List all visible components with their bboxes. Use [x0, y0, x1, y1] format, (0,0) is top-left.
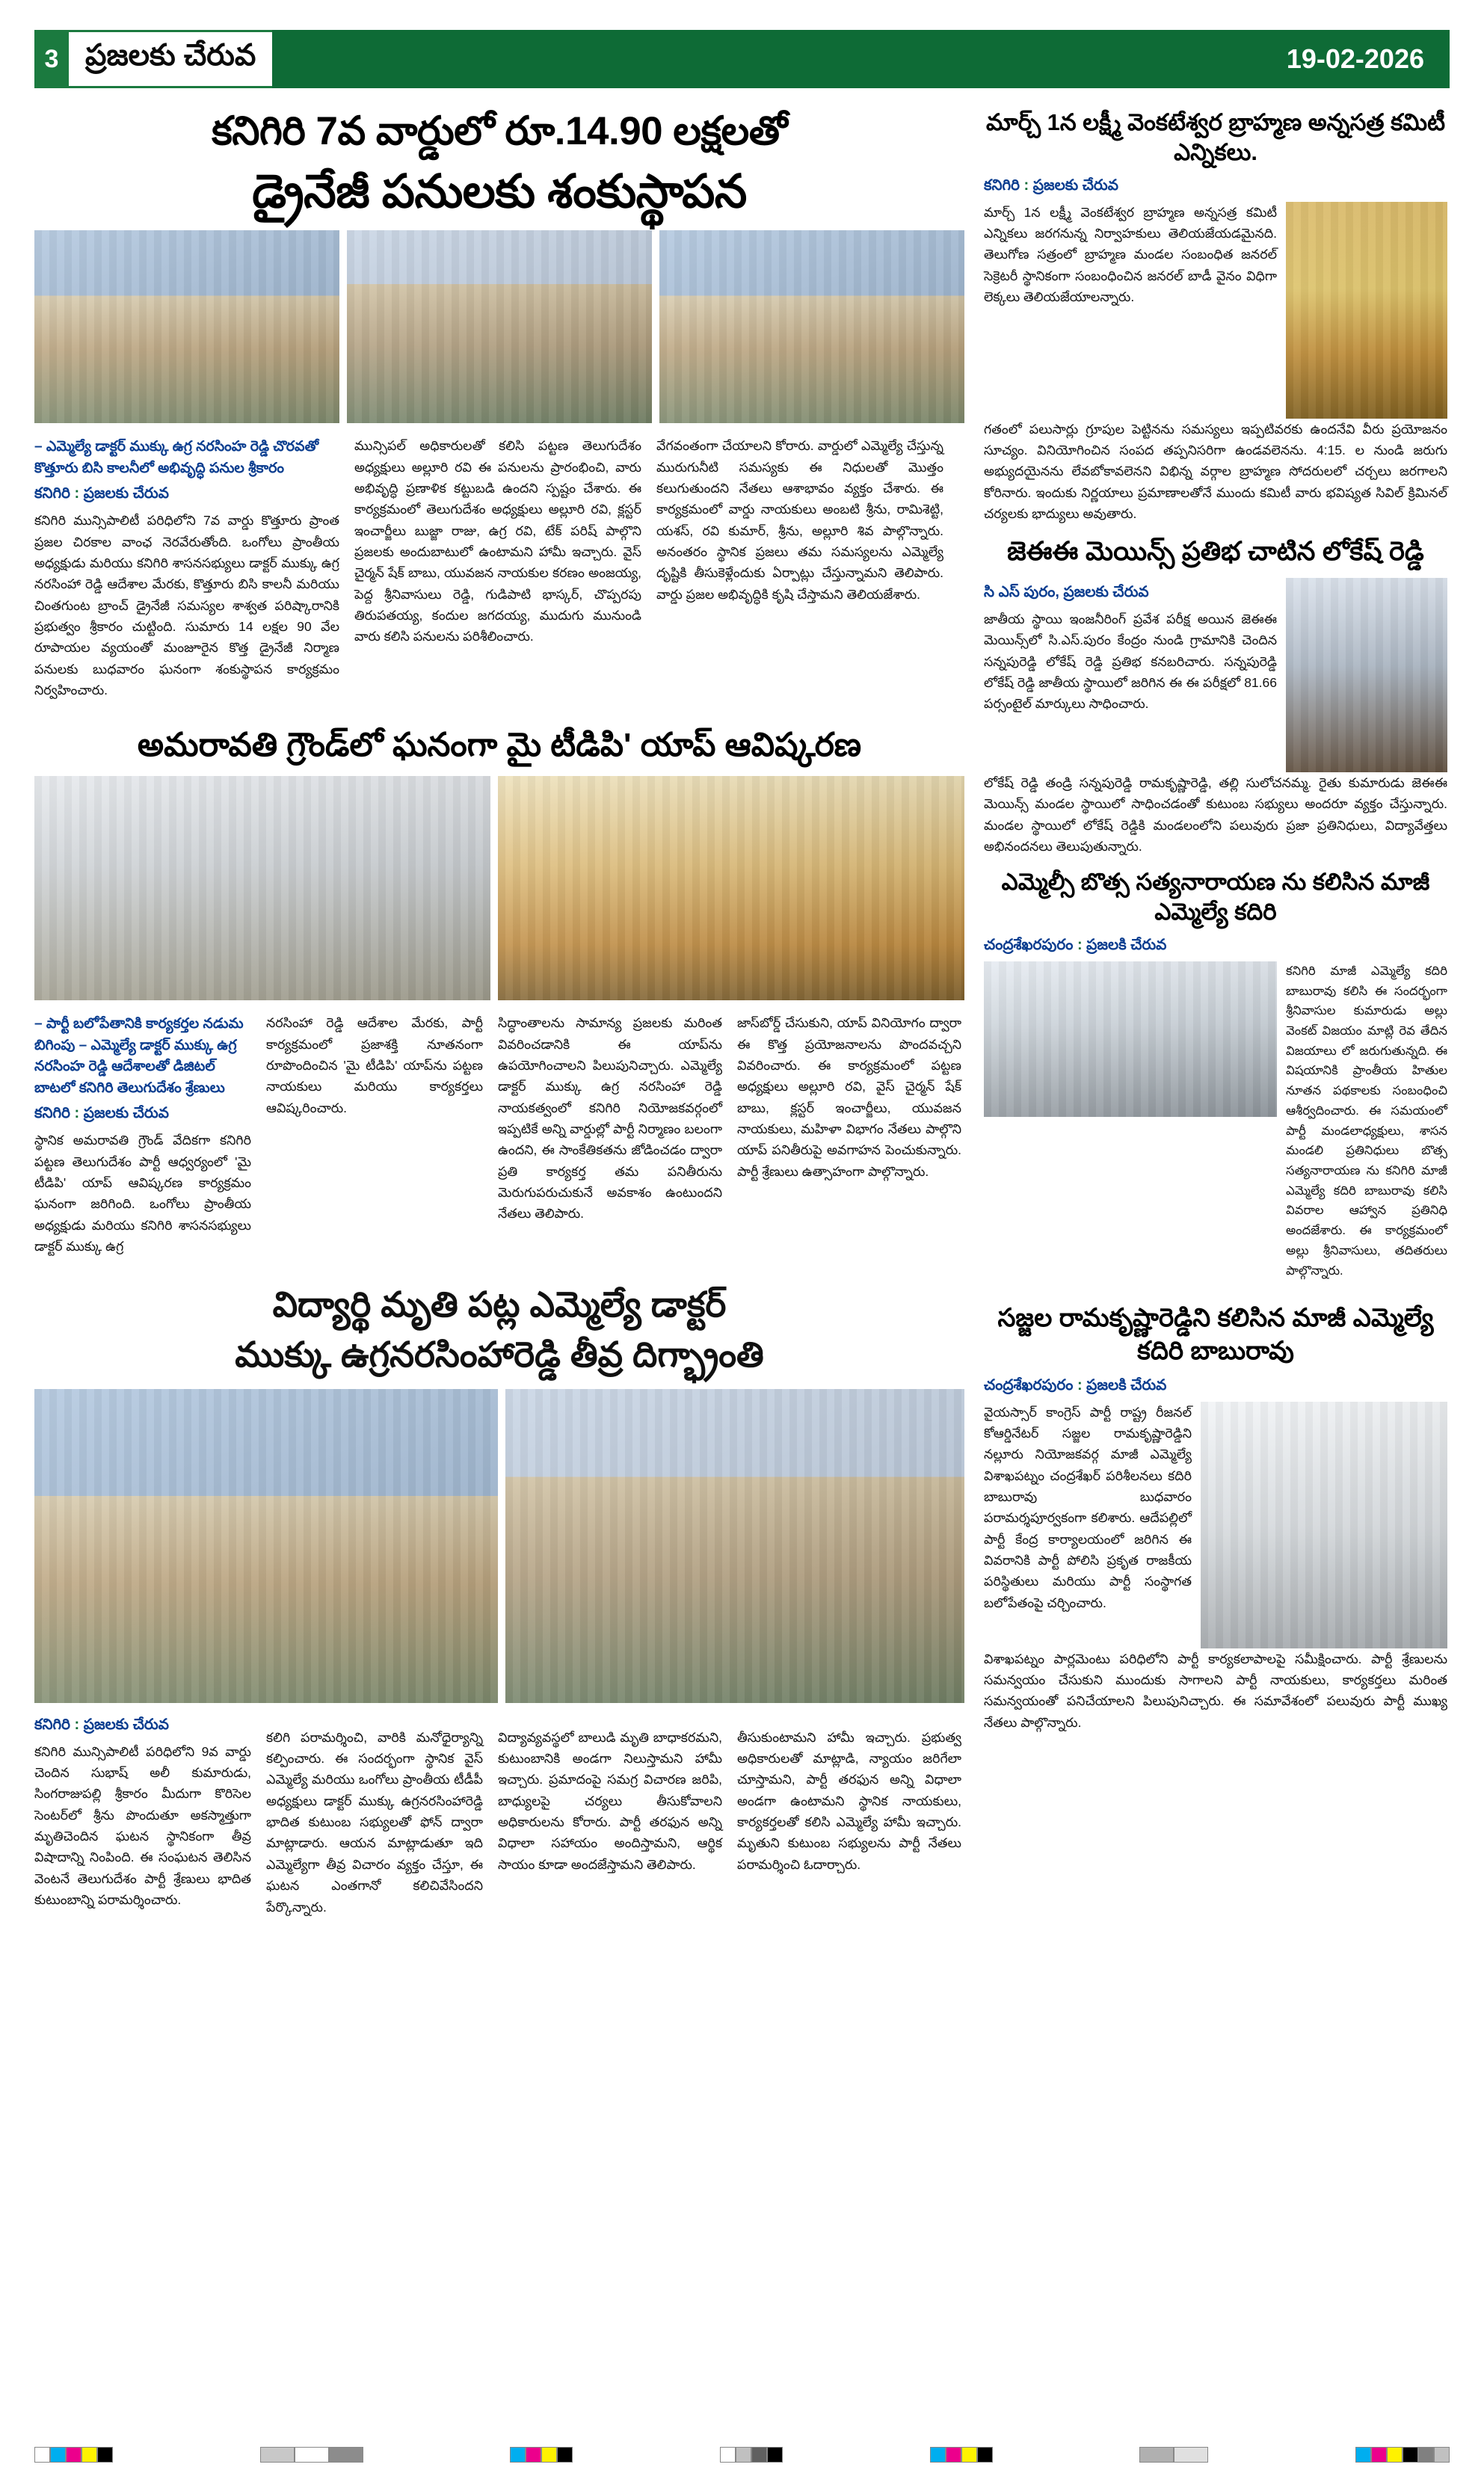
photo-amaravati-1 — [34, 776, 490, 1000]
annasatram-dateline-place: కనిగిరి — [984, 176, 1020, 194]
article-jee — [984, 535, 1447, 857]
mlc-botsa-headline: ఎమ్మెల్సీ బొత్స సత్యనారాయణ ను కలిసిన మాజీ ఎమ్మెల్యే కదిరి — [1001, 869, 1430, 926]
photo-temple-decoration — [1286, 202, 1447, 419]
lead-caption: – ఎమ్మెల్యే డాక్టర్ ముక్కు ఉగ్ర నరసింహ రెడ్డి చొరవతో కొత్తూరు బిసి కాలనీలో అభివృద్ధి పనుల శ్రీకారం — [34, 439, 319, 476]
amaravati-body-2: నరసింహా రెడ్డి ఆదేశాల మేరకు, పార్టీ కార్యక్రమంలో ప్రజాశక్తి నూతనంగా రూపొందించిన 'మై టీడిపి' యాప్‌ను పట్టణ నాయకులు మరియు కార్యకర్తలు ఆవిష్కరించారు. — [266, 1015, 483, 1115]
amaravati-photo-row — [34, 776, 964, 1000]
lead-dateline-place: కనిగిరి — [34, 485, 70, 502]
student-dateline-place: కనిగిరి — [34, 1716, 70, 1733]
annasatram-dateline-paper: ప్రజలకు చేరువ — [1032, 176, 1118, 194]
jee-dateline: సి ఎస్ పురం, ప్రజలకు చేరువ — [984, 583, 1149, 600]
amaravati-dateline-place: కనిగిరి — [34, 1105, 70, 1122]
jee-headline: జెఈఈ మెయిన్స్ ప్రతిభ చాటిన లోకేష్ రెడ్డి — [1007, 537, 1424, 567]
lead-dateline-paper: ప్రజలకు చేరువ — [83, 485, 169, 502]
amaravati-body-3: సిద్ధాంతాలను సామాన్య ప్రజలకు మరింత వివరించడానికి ఈ యాప్‌ను ఉపయోగించాలని పిలుపునిచ్చారు. ఎమ్మెల్యే డాక్టర్ ముక్కు ఉగ్ర నరసింహా రెడ్డి నాయకత్వంలో కనిగిరి నియోజకవర్గంలో ఇప్పటికే అన్ని వార్డుల్లో పార్టీ నిర్మాణం బలంగా ఉందని, ఈ సాంకేతికతను జోడించడం ద్వారా ప్రతి కార్యకర్త తమ పనితీరును మెరుగుపరుచుకునే అవకాశం ఉంటుందని నేతలు తెలిపారు. — [498, 1015, 722, 1222]
amaravati-headline: అమరావతి గ్రౌండ్‌లో ఘనంగా మై టీడిపి' యాప్ ఆవిష్కరణ — [137, 727, 862, 764]
mlc-botsa-body-1: కనిగిరి మాజీ ఎమ్మెల్యే కదిరి బాబురావు కలిసి ఈ సందర్భంగా శ్రీనివాసుల కుమారుడు అల్లు వెంకట్ విజయం మాట్లి రెవ తేదిన విజయాలు లో జరుగుతున్నది. ఈ విషయానికి ప్రాంతీయ హితుల నూతన పథకాలకు సంబంధించి ఆశీర్వదించారు. ఈ సమయంలో పార్టీ మండలాధ్యక్షులు, శాసన మండలి ప్రతినిధులు బొత్స సత్యనారాయణ ను కనిగిరి మాజీ ఎమ్మెల్యే కదిరి బాబురావు కలిసి వివరాల ఆహ్వాన ప్రతినిధి అందజేశారు. ఈ కార్యక్రమంలో అల్లు శ్రీనివాసులు, తదితరులు పాల్గొన్నారు. — [1286, 964, 1447, 1278]
jee-body-1: జాతీయ స్థాయి ఇంజనీరింగ్ ప్రవేశ పరీక్ష అయిన జెఈఈ మెయిన్స్‌లో సి.ఎస్.పురం కేంద్రం నుండి గ్రామానికి చెందిన సన్నపురెడ్డి లోకేష్ రెడ్డి ప్రతిభ కనబరిచారు. సన్నపురెడ్డి లోకేష్ రెడ్డి జాతీయ స్థాయిలో జరిగిన ఈ ఈ పరీక్షలో 81.66 పర్సంటైల్ మార్కులు సాధించారు. — [984, 611, 1277, 712]
lead-photo-row — [34, 230, 964, 423]
photo-lead-2 — [347, 230, 652, 423]
lead-dateline: కనిగిరి : ప్రజలకు చేరువ — [34, 485, 169, 502]
mlc-botsa-dateline: చంద్రశేఖరపురం : ప్రజలకి చేరువ — [984, 936, 1167, 953]
photo-lead-1 — [34, 230, 339, 423]
student-headline-line1: విద్యార్థి మృతి పట్ల ఎమ్మెల్యే డాక్టర్ — [272, 1284, 727, 1325]
lead-body-2: మున్సిపల్ అధికారులతో కలిసి పట్టణ తెలుగుదేశం అధ్యక్షులు అల్లూరి రవి ఈ పనులను ప్రారంభించి, వారు అభివృద్ధి ప్రణాళిక కట్టుబడి ఉందని స్పష్టం చేశారు. ఈ కార్యక్రమంలో తెలుగుదేశం అధ్యక్షులు అల్లూరి రవి, క్లస్టర్ ఇంచార్జీలు బుజ్జా రాజు, ఉగ్ర రవి, టేక్ పరిష్ పాల్గొని ప్రజలకు అందుబాటులో ఉంటామని హామీ ఇచ్చారు. వైస్ చైర్మన్ షేక్ బాబు, యువజన నాయకుల కరణం అంజయ్య, పెద్ద శ్రీనివాసులు రెడ్డి, గుడిపాటి భాస్కర్, చొప్పరపు తిరుపతయ్య, కందుల జగదయ్య, ముదుగు మునుండి వారు కలిసి పనులను పరిశీలించారు. — [354, 438, 641, 644]
amaravati-body-4: జాస్‌బోర్డ్ చేసుకుని, యాప్ వినియోగం ద్వారా ఈ కొత్త ప్రయోజనాలను పొందవచ్చని వివరించారు. ఈ కార్యక్రమంలో పట్టణ అధ్యక్షులు అల్లూరి రవి, వైస్ చైర్మన్ షేక్ బాబు, క్లస్టర్ ఇంచార్జీలు, యువజన నాయకులు, మహిళా విభాగం నేతలు పాల్గొని యాప్ పనితీరుపై అవగాహన పెంచుకున్నారు. పార్టీ శ్రేణులు ఉత్సాహంగా పాల్గొన్నారు. — [737, 1015, 961, 1179]
lead-body-3: వేగవంతంగా చేయాలని కోరారు. వార్డులో ఎమ్మెల్యే చేస్తున్న మురుగునీటి సమస్యకు ఈ నిధులతో మొత్తం కలుగుతుందని నేతలు ఆశాభావం వ్యక్తం చేశారు. ఈ కార్యక్రమంలో వార్డు నాయకులు అంబటి శ్రీను, రామిశెట్టి, యశస్, రవి కుమార్, శ్రీను, అల్లూరి శివ పాల్గొన్నారు. అనంతరం స్థానిక ప్రజలు తమ సమస్యలను ఎమ్మెల్యే దృష్టికి తీసుకెళ్లేందుకు ఏర్పాట్లు చేస్తున్నామని తెలిపారు. వార్డు ప్రజల అభివృద్ధికి కృషి చేస్తామని తెలియజేశారు. — [656, 438, 943, 602]
photo-student-2 — [505, 1389, 964, 1703]
right-column — [984, 108, 1447, 1925]
newspaper-page — [0, 30, 1484, 2485]
sajjala-dateline-paper: ప్రజలకి చేరువ — [1086, 1376, 1167, 1394]
annasatram-headline: మార్చ్ 1న లక్ష్మీ వెంకటేశ్వర బ్రాహ్మణ అన్నసత్ర కమిటీ ఎన్నికలు. — [985, 109, 1446, 166]
mlc-botsa-dateline-paper: ప్రజలకి చేరువ — [1086, 936, 1167, 953]
student-body-4: తీసుకుంటామని హామీ ఇచ్చారు. ప్రభుత్వ అధికారులతో మాట్లాడి, న్యాయం జరిగేలా చూస్తామని, పార్టీ తరఫున అన్ని విధాలా అండగా ఉంటామని స్థానిక నాయకులు, కార్యకర్తలతో కలిసి ఎమ్మెల్యే హామీ ఇచ్చారు. మృతుని కుటుంబ సభ్యులను పార్టీ నేతలు పరామర్శించి ఓదార్చారు. — [737, 1729, 961, 1872]
annasatram-body-1: మార్చ్ 1న లక్ష్మీ వెంకటేశ్వర బ్రాహ్మణ అన్నసత్ర కమిటీ ఎన్నికలు జరగనున్న నిర్వాహకులు తెలియజేయడమైనది. తెలుగోణ సత్రంలో బ్రాహ్మణ మండల సంబంధిత జనరల్ సెక్రెటరీ స్థానికంగా సంబంధించిన జనరల్ బాడీ వైనం విధిగా లెక్కలు తెలియజేయాలన్నారు. — [984, 204, 1277, 304]
page-number: 3 — [34, 30, 69, 88]
photo-student-portrait — [1286, 578, 1447, 772]
page-body — [34, 108, 1450, 1925]
amaravati-dateline-paper: ప్రజలకు చేరువ — [83, 1105, 169, 1122]
photo-lead-3 — [659, 230, 964, 423]
article-mlc-botsa — [984, 867, 1447, 1288]
amaravati-body-1: స్థానిక అమరావతి గ్రౌండ్ వేదికగా కనిగిరి పట్టణ తెలుగుదేశం పార్టీ ఆధ్వర్యంలో 'మై టీడిపి' యాప్ ఆవిష్కరణ కార్యక్రమం ఘనంగా జరిగింది. ఒంగోలు ప్రాంతీయ అధ్యక్షుడు మరియు కనిగిరి శాసనసభ్యులు డాక్టర్ ముక్కు ఉగ్ర — [34, 1133, 251, 1254]
student-dateline: కనిగిరి : ప్రజలకు చేరువ — [34, 1716, 169, 1733]
student-body-3: విద్యావ్యవస్థలో బాలుడి మృతి బాధాకరమని, కుటుంబానికి అండగా నిలుస్తామని హామీ ఇచ్చారు. ప్రమాదంపై సమగ్ర విచారణ జరిపి, బాధ్యులపై చర్యలు తీసుకోవాలని అధికారులను కోరారు. పార్టీ తరఫున అన్ని విధాలా సహాయం అందిస్తామని, ఆర్థిక సాయం కూడా అందజేస్తామని తెలిపారు. — [498, 1729, 722, 1872]
student-body-1: కనిగిరి మున్సిపాలిటీ పరిధిలోని 9వ వార్డు చెందిన సుభాష్ అలీ కుమారుడు, సింగరాజుపల్లి శ్రీకారం మీదుగా కొరిసెల సెంటర్‌లో శ్రీను పొందుతూ అకస్మాత్తుగా మృతిచెందిన ఘటన స్థానికంగా తీవ్ర విషాదాన్ని నింపింది. ఈ సంఘటన తెలిసిన వెంటనే తెలుగుదేశం పార్టీ శ్రేణులు భాదిత కుటుంబాన్ని పరామర్శించారు. — [34, 1743, 251, 1908]
lead-body-1: కనిగిరి మున్సిపాలిటీ పరిధిలోని 7వ వార్డు కొత్తూరు ప్రాంత ప్రజల చిరకాల వాంఛ నెరవేరుతోంది. ఒంగోలు ప్రాంతీయ అధ్యక్షుడు మరియు కనిగిరి శాసనసభ్యులు డాక్టర్ ముక్కు ఉగ్ర నరసింహా రెడ్డి ఆదేశాల మేరకు, కొత్తూరు బిసి కాలనీ మరియు చింతగుంట బ్రాంచ్ డ్రైనేజీ సమస్యల శాశ్వత పరిష్కారానికి ప్రభుత్వం శ్రీకారం చుట్టింది. సుమారు 14 లక్షల 90 వేల రూపాయల వ్యయంతో మంజూరైన కొత్త డ్రైనేజీ నిర్మాణ పనులకు బుధవారం ఘనంగా శంకుస్థాపన కార్యక్రమం నిర్వహించారు. — [34, 513, 339, 698]
masthead-bar — [272, 30, 1272, 88]
lead-headline-line1: కనిగిరి 7వ వార్డులో రూ.14.90 లక్షలతో — [212, 109, 787, 153]
sajjala-dateline-place: చంద్రశేఖరపురం — [984, 1376, 1074, 1394]
amaravati-caption: – పార్టీ బలోపేతానికి కార్యకర్తల నడుమ బిగింపు – ఎమ్మెల్యే డాక్టర్ ముక్కు ఉగ్ర నరసింహ రెడ్డి ఆదేశాలతో డిజిటల్ బాటలో కనిగిరి తెలుగుదేశం శ్రేణులు — [34, 1016, 244, 1096]
amaravati-dateline: కనిగిరి : ప్రజలకు చేరువ — [34, 1105, 169, 1122]
photo-amaravati-2 — [498, 776, 964, 1000]
student-body-2: కలిగి పరామర్శించి, వారికి మనోధైర్యాన్ని కల్పించారు. ఈ సందర్భంగా స్థానిక వైస్ ఎమ్మెల్యే మరియు ఒంగోలు ప్రాంతీయ టీడీపీ అధ్యక్షులు డాక్టర్ ముక్కు ఉగ్రనరసింహారెడ్డి భాదిత కుటుంబ సభ్యులతో ఫోన్ ద్వారా మాట్లాడారు. ఆయన మాట్లాడుతూ ఇది ఎమ్మెల్యేగా తీవ్ర విచారం వ్యక్తం చేస్తూ, ఈ ఘటన ఎంతగానో కలిచివేసిందని పేర్కొన్నారు. — [266, 1729, 483, 1915]
edition-date: 19-02-2026 — [1272, 30, 1450, 88]
masthead — [34, 30, 1450, 88]
article-lead — [34, 108, 964, 708]
student-photo-row — [34, 1389, 964, 1703]
lead-headline-line2: డ్రైనేజీ పనులకు శంకుస్థాపన — [252, 165, 747, 218]
photo-sajjala-meeting — [1201, 1402, 1447, 1648]
photo-student-1 — [34, 1389, 498, 1703]
left-column — [34, 108, 964, 1925]
article-student — [34, 1282, 964, 1924]
article-amaravati — [34, 724, 964, 1264]
paper-name: ప్రజలకు చేరువ — [69, 30, 272, 88]
annasatram-dateline: కనిగిరి : ప్రజలకు చేరువ — [984, 176, 1118, 194]
annasatram-body-2: గతంలో పలుసార్లు గ్రూపుల పెట్టినను సమస్యలు ఇప్పటివరకు ఉందనేవి వీరు ప్రయోజనం సూచ్యం. వినియోగించిన సంపద తప్పనిసరిగా ఉండవలెనను. 4:15. ల నుండి జరుగు అభ్యుదయైనను లేవబోకావలెనని విభిన్న వర్గాల బ్రాహ్మణ సోదరులలో చర్చలు జరగాలని కోరినారు. ఇందుకు నిర్ణయాలు ప్రమాణాలతోనే ముందు కమిటీ వారు భవిష్యత సివిల్ క్రిమినల్ చర్యలకు భాద్యులు అవుతారు. — [984, 421, 1447, 521]
sajjala-body-1: వైయస్సార్ కాంగ్రెస్ పార్టీ రాష్ట్ర రీజనల్ కోఆర్డినేటర్ సజ్జల రామకృష్ణారెడ్డిని నల్లూరు నియోజకవర్గ మాజీ ఎమ్మెల్యే విశాఖపట్నం చంద్రశేఖర్ పరిశీలనలు కదిరి బాబురావు బుధవారం పరామర్శపూర్వకంగా కలిశారు. ఆదేపల్లిలో పార్టీ కేంద్ర కార్యాలయంలో జరిగిన ఈ వివరానికి పార్టీ పోలిసి ప్రకృత రాజకీయ పరిస్థితులు మరియు పార్టీ సంస్థాగత బలోపేతంపై చర్చించారు. — [984, 1404, 1192, 1610]
mlc-botsa-dateline-place: చంద్రశేఖరపురం — [984, 936, 1074, 953]
student-dateline-paper: ప్రజలకు చేరువ — [83, 1716, 169, 1733]
sajjala-dateline: చంద్రశేఖరపురం : ప్రజలకి చేరువ — [984, 1376, 1167, 1394]
photo-mlc-meeting — [984, 961, 1277, 1117]
sajjala-headline: సజ్జల రామకృష్ణారెడ్డిని కలిసిన మాజీ ఎమ్మెల్యే కదిరి బాబురావు — [997, 1304, 1434, 1366]
student-headline-line2: ముక్కు ఉగ్రనరసింహారెడ్డి తీవ్ర దిగ్భ్రాంతి — [235, 1334, 764, 1374]
article-annasatram — [984, 108, 1447, 524]
jee-body-2: లోకేష్ రెడ్డి తండ్రి సన్నపురెడ్డి రామకృష్ణారెడ్డి, తల్లి సులోచనమ్మ. రైతు కుమారుడు జెఈఈ మెయిన్స్ మండల స్థాయిలో సాధించడంతో కుటుంబ సభ్యులు అందరూ వ్యక్తం చేస్తున్నారు. మండల స్థాయిలో లోకేష్ రెడ్డికి మండలంలోని పలువురు ప్రజా ప్రతినిధులు, విద్యావేత్తలు అభినందనలు తెలుపుతున్నారు. — [984, 775, 1447, 854]
article-sajjala — [984, 1302, 1447, 1733]
sajjala-body-2: విశాఖపట్నం పార్లమెంటు పరిధిలోని పార్టీ కార్యకలాపాలపై సమీక్షించారు. పార్టీ శ్రేణులను సమన్వయం చేసుకుని ముందుకు సాగాలని పార్టీ నాయకులు, కార్యకర్తలు మరింత సమన్వయంతో పనిచేయాలని పిలుపునిచ్చారు. ఈ సమావేశంలో పలువురు పార్టీ ముఖ్య నేతలు పాల్గొన్నారు. — [984, 1651, 1447, 1730]
